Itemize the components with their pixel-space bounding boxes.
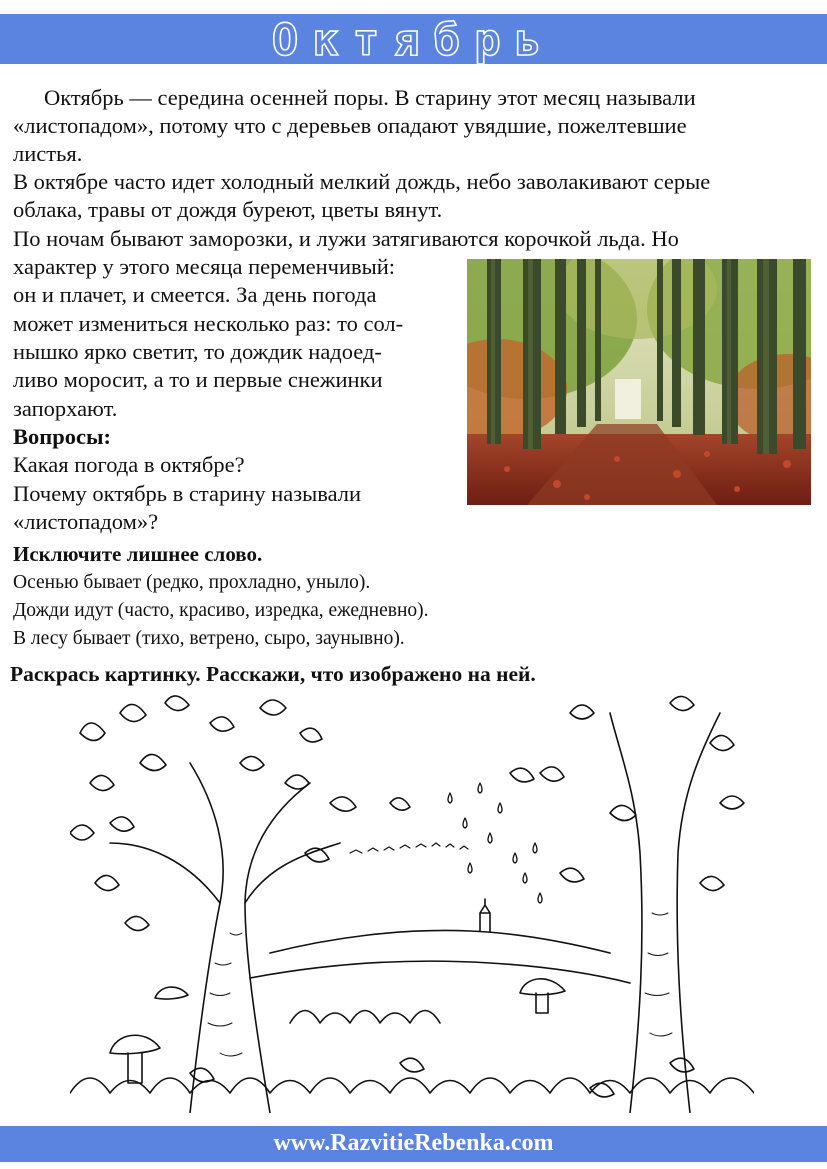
intro-line-5: облака, травы от дождя буреют, цветы вянут. bbox=[13, 197, 443, 222]
intro-line-12: запорхают. bbox=[13, 396, 118, 421]
header-band bbox=[0, 14, 827, 64]
autumn-forest-photo bbox=[467, 259, 811, 505]
intro-line-10: нышко ярко светит, то дождик надоед- bbox=[13, 339, 382, 364]
intro-line-9: может измениться несколько раз: то сол- bbox=[13, 311, 404, 336]
exercise-line-2: Дожди идут (часто, красиво, изредка, ежедневно). bbox=[13, 600, 429, 621]
questions-heading: Вопросы: bbox=[13, 424, 112, 449]
intro-line-2: «листопадом», потому что с деревьев опадают увядшие, пожелтевшие bbox=[13, 113, 687, 138]
intro-line-8: он и плачет, и смеется. За день погода bbox=[13, 282, 377, 307]
footer-website-link[interactable]: www.RazvitieRebenka.com bbox=[273, 1130, 554, 1156]
intro-line-7: характер у этого месяца переменчивый: bbox=[13, 254, 396, 279]
exercise-line-1: Осенью бывает (редко, прохладно, уныло). bbox=[13, 572, 371, 593]
question-line-3: «листопадом»? bbox=[13, 509, 159, 534]
intro-line-3: листья. bbox=[13, 141, 83, 166]
coloring-picture bbox=[70, 693, 754, 1113]
page-title: Октябрь bbox=[271, 15, 556, 66]
intro-line-11: ливо моросит, а то и первые снежинки bbox=[13, 367, 383, 392]
intro-line-1: Октябрь — середина осенней поры. В старину этот месяц называли bbox=[44, 85, 696, 110]
coloring-heading: Раскрась картинку. Расскажи, что изображено на ней. bbox=[10, 662, 536, 686]
exercise-line-3: В лесу бывает (тихо, ветрено, сыро, заунывно). bbox=[13, 628, 405, 649]
question-line-1: Какая погода в октябре? bbox=[13, 452, 245, 477]
footer-band bbox=[0, 1126, 827, 1162]
question-line-2: Почему октябрь в старину называли bbox=[13, 481, 362, 506]
intro-line-4: В октябре часто идет холодный мелкий дождь, небо заволакивают серые bbox=[13, 169, 711, 194]
intro-line-6: По ночам бывают заморозки, и лужи затягиваются корочкой льда. Но bbox=[13, 226, 679, 251]
exercise-heading: Исключите лишнее слово. bbox=[13, 542, 263, 566]
